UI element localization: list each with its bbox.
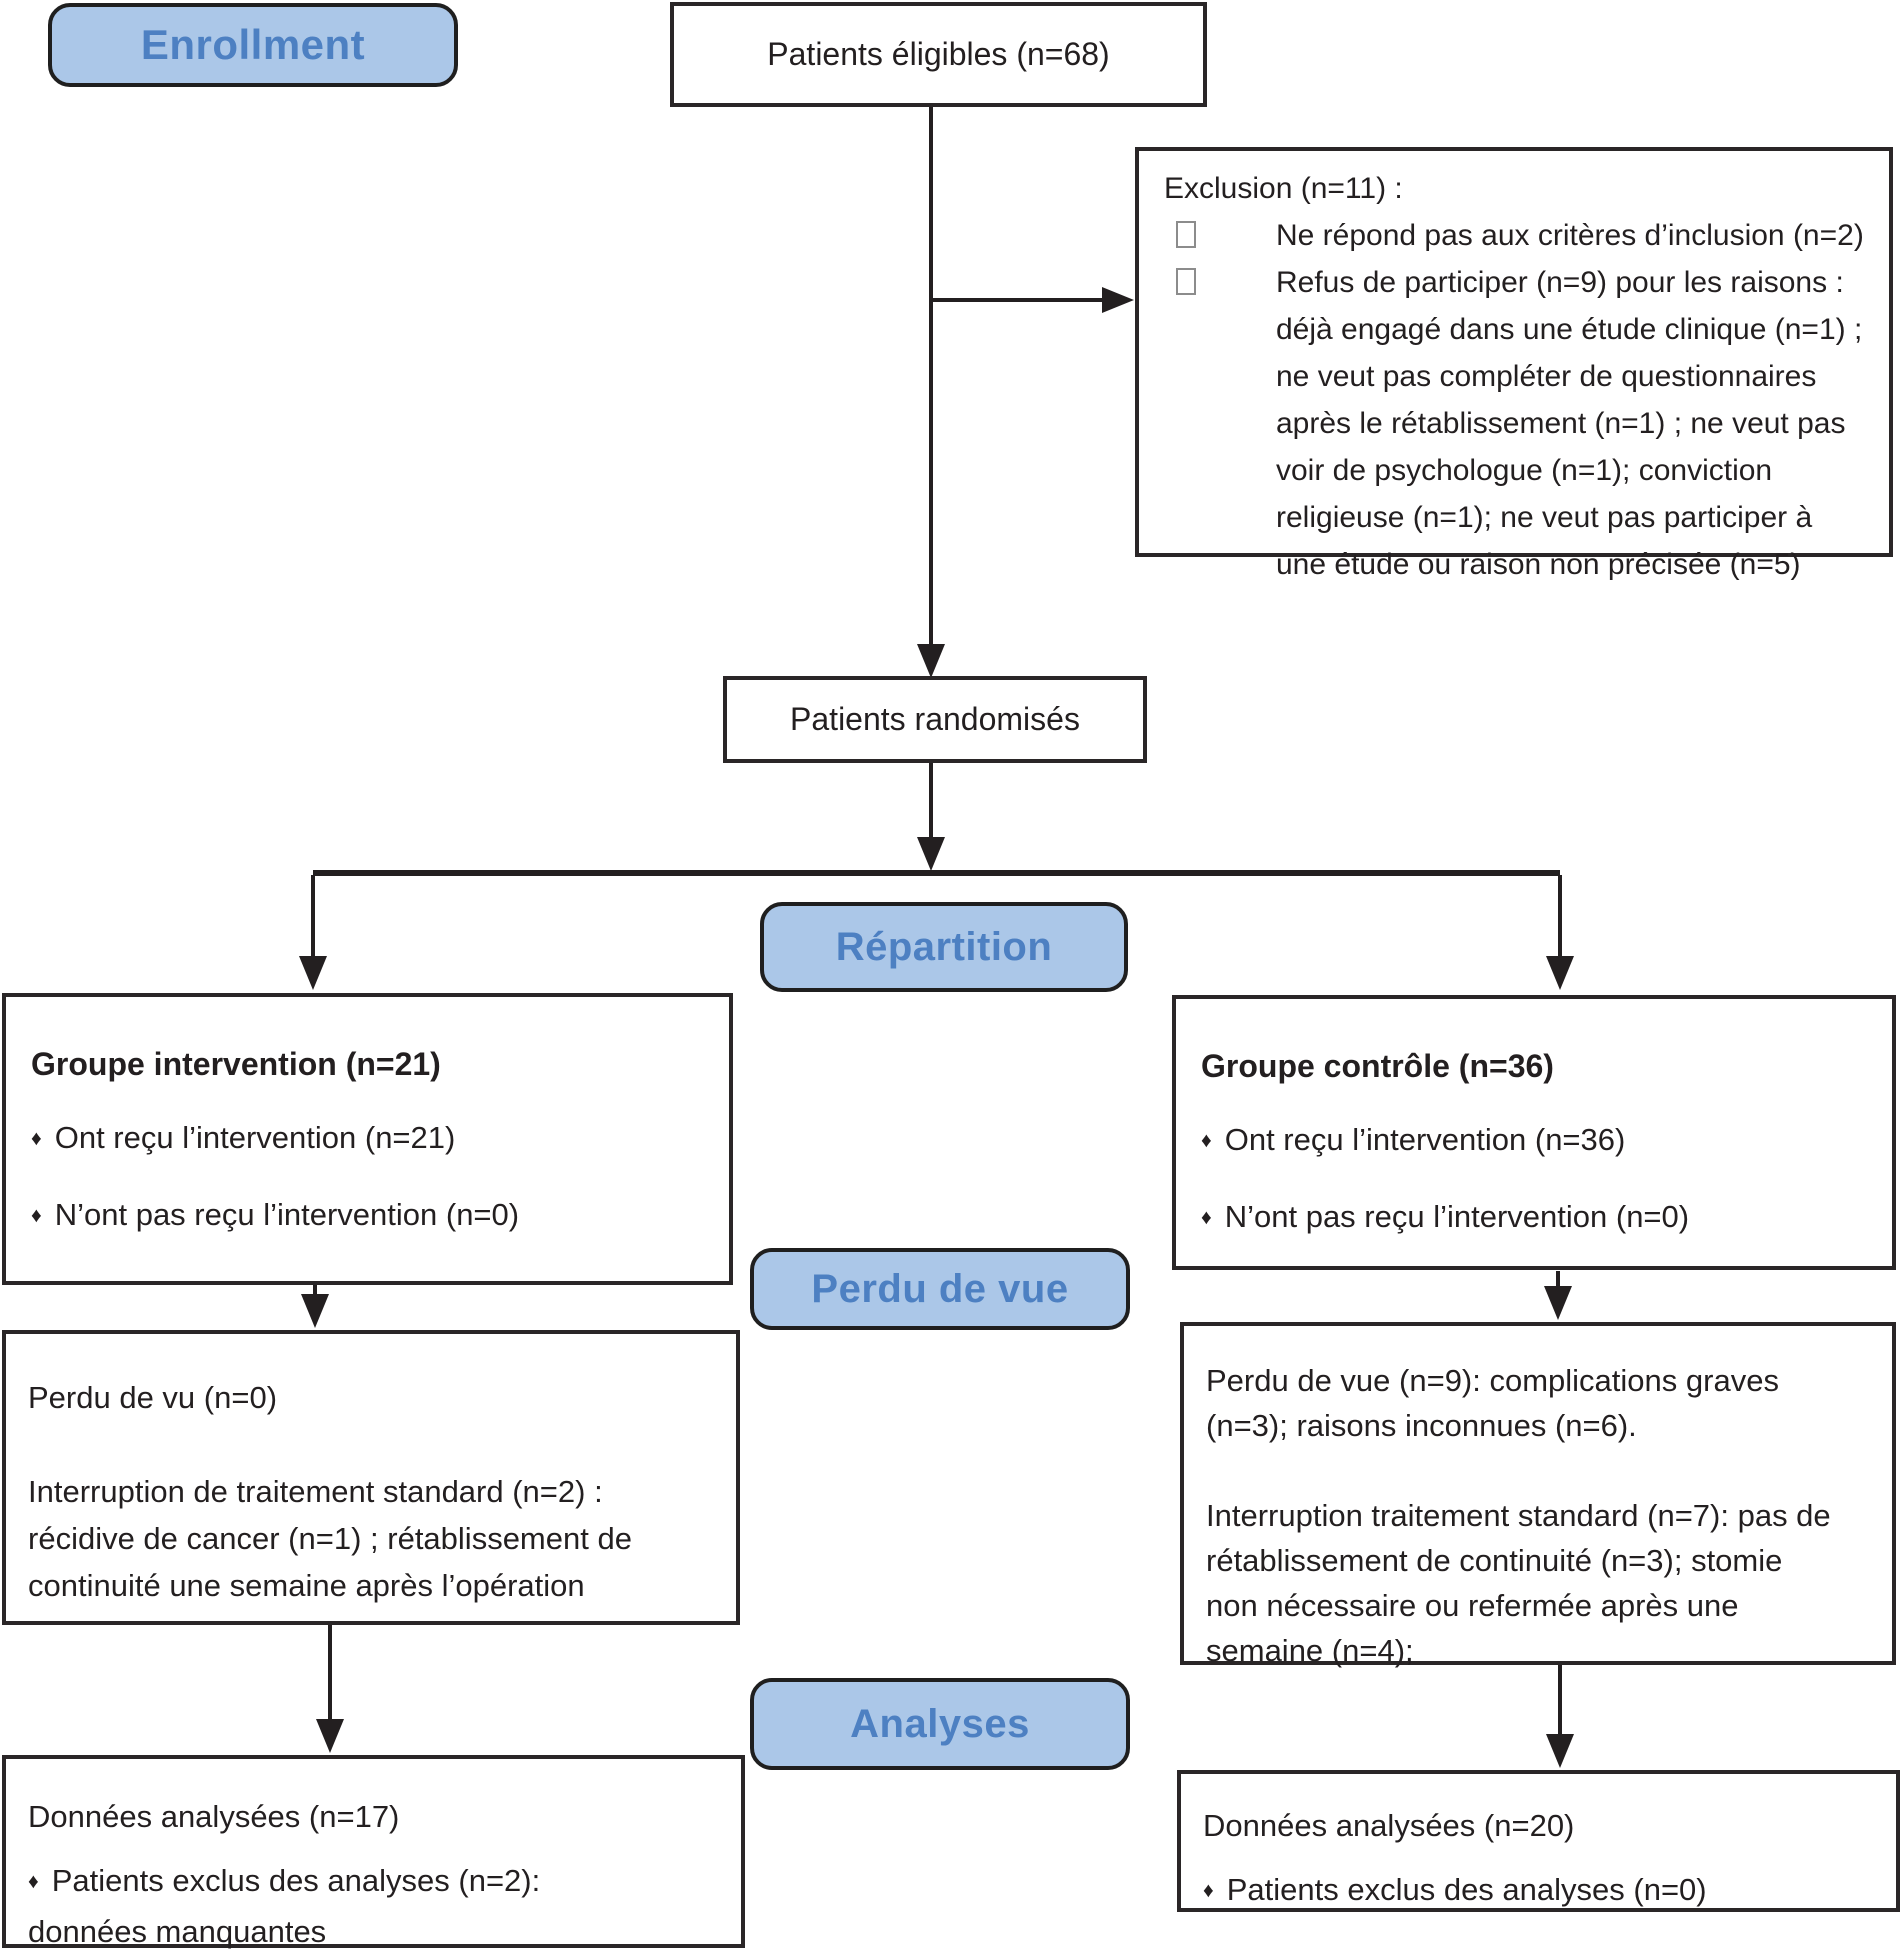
- groupe-controle-title: Groupe contrôle (n=36): [1201, 1048, 1554, 1084]
- diamond-bullet-icon: ♦: [1201, 1206, 1212, 1229]
- donnees-intervention-title: Données analysées (n=17): [28, 1799, 400, 1834]
- arrowhead-down-icon: [316, 1719, 344, 1753]
- perdu-intervention-line2: Interruption de traitement standard (n=2) : récidive de cancer (n=1) ; rétablissement de continuité une semaine après l’opération: [28, 1474, 632, 1603]
- box-patients-eligibles: [670, 2, 1207, 107]
- arrowhead-down-icon: [1546, 956, 1574, 990]
- stage-label-perdu-de-vue: Perdu de vue: [750, 1248, 1130, 1330]
- arrowhead-down-icon: [1544, 1286, 1572, 1320]
- groupe-intervention-title: Groupe intervention (n=21): [31, 1046, 441, 1082]
- list-item: [31, 1191, 714, 1242]
- perdu-controle-line2: Interruption traitement standard (n=7): pas de rétablissement de continuité (n=3); stomie non nécessaire ou refermée après une semaine (n=4);: [1206, 1498, 1831, 1668]
- box-patients-randomises: [723, 676, 1147, 763]
- patients-randomises-text: Patients randomisés: [790, 701, 1080, 737]
- list-item: [31, 1114, 714, 1165]
- groupe-intervention-bullet: N’ont pas reçu l’intervention (n=0): [54, 1197, 520, 1232]
- arrowhead-down-icon: [1546, 1734, 1574, 1768]
- box-donnees-analysees-intervention: [2, 1755, 745, 1948]
- groupe-intervention-bullet: Ont reçu l’intervention (n=21): [54, 1120, 456, 1155]
- donnees-controle-bullet-text: Patients exclus des analyses (n=0): [1226, 1872, 1707, 1907]
- diamond-bullet-icon: ♦: [1201, 1129, 1212, 1152]
- stage-label-repartition: Répartition: [760, 902, 1128, 992]
- list-item: [1201, 1116, 1877, 1167]
- groupe-controle-bullet: Ont reçu l’intervention (n=36): [1224, 1122, 1626, 1157]
- stage-label-analyses: Analyses: [750, 1678, 1130, 1770]
- patients-eligibles-text: Patients éligibles (n=68): [767, 36, 1110, 72]
- diamond-bullet-icon: ♦: [31, 1127, 42, 1150]
- groupe-controle-bullet: N’ont pas reçu l’intervention (n=0): [1224, 1199, 1690, 1234]
- list-item: [1201, 1193, 1877, 1244]
- box-perdu-controle: [1180, 1322, 1896, 1668]
- arrowhead-down-icon: [301, 1294, 329, 1328]
- square-bullet-icon: [1176, 268, 1196, 295]
- donnees-controle-title: Données analysées (n=20): [1203, 1808, 1575, 1843]
- exclusion-bullet-row: [1164, 259, 1869, 588]
- stage-label-enrollment: Enrollment: [48, 3, 458, 87]
- donnees-intervention-bullet-text: Patients exclus des analyses (n=2): données manquantes: [28, 1863, 541, 1949]
- diamond-bullet-icon: ♦: [1203, 1879, 1214, 1902]
- arrowhead-down-icon: [917, 837, 945, 871]
- box-groupe-intervention: [2, 993, 733, 1285]
- donnees-intervention-bullet: [28, 1857, 726, 1951]
- donnees-controle-bullet: [1203, 1866, 1881, 1917]
- diamond-bullet-icon: ♦: [31, 1204, 42, 1227]
- exclusion-bullet-text: Ne répond pas aux critères d’inclusion (n=2): [1276, 219, 1864, 252]
- square-bullet-icon: [1176, 221, 1196, 248]
- box-groupe-controle: [1172, 995, 1896, 1270]
- box-exclusion: [1135, 147, 1893, 581]
- box-donnees-analysees-controle: [1177, 1770, 1900, 1912]
- arrowhead-down-icon: [917, 644, 945, 678]
- exclusion-bullet-row: [1164, 212, 1869, 259]
- diamond-bullet-icon: ♦: [28, 1870, 39, 1893]
- box-perdu-intervention: [2, 1330, 740, 1625]
- arrowhead-right-icon: [1102, 287, 1134, 313]
- exclusion-bullet-text: Refus de participer (n=9) pour les raisons : déjà engagé dans une étude clinique (n=1) ; ne veut pas compléter de questionnaires après le rétablissement (n=1) ; ne veut pas voir de psychologue (n=1); conviction religieuse (n=1); ne veut pas participer à une étude ou raison non précisée (n=5): [1276, 266, 1863, 581]
- perdu-intervention-line1: Perdu de vu (n=0): [28, 1380, 278, 1415]
- perdu-controle-line1: Perdu de vue (n=9): complications graves (n=3); raisons inconnues (n=6).: [1206, 1363, 1779, 1443]
- exclusion-title: Exclusion (n=11) :: [1164, 172, 1403, 205]
- arrowhead-down-icon: [299, 956, 327, 990]
